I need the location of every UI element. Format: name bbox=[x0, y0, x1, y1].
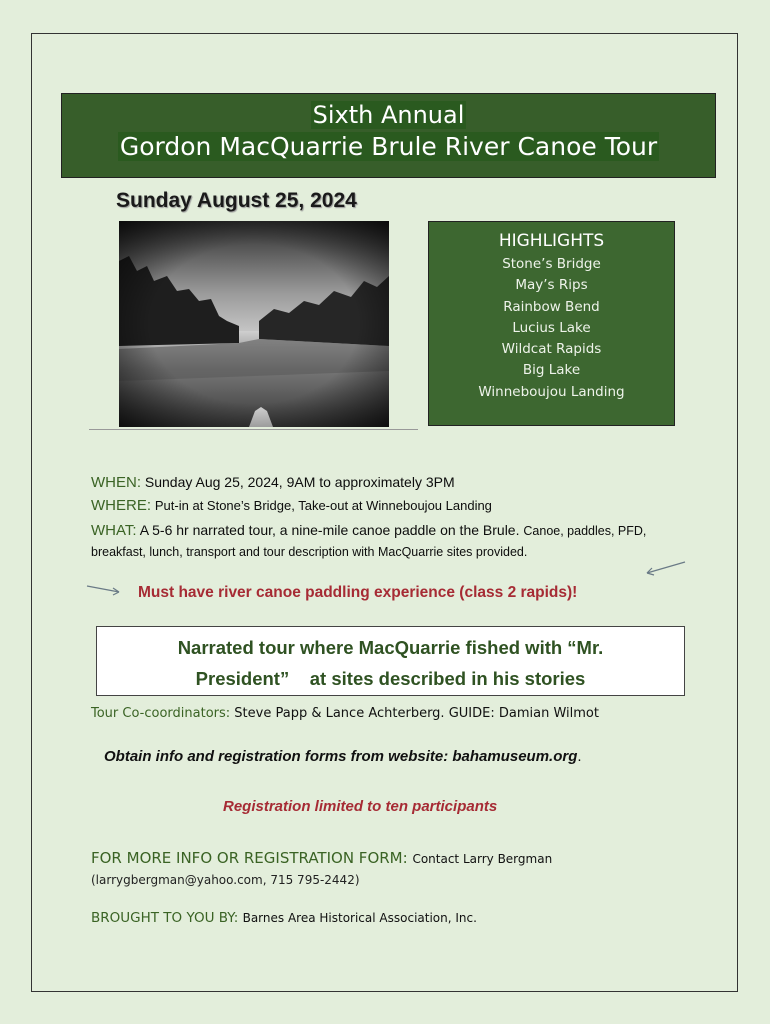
obtain-text: Obtain info and registration forms from website: bahamuseum.org bbox=[104, 748, 578, 765]
event-date: Sunday August 25, 2024 bbox=[116, 189, 357, 212]
coordinators-text: Steve Papp & Lance Achterberg. GUIDE: Damian Wilmot bbox=[234, 706, 599, 721]
what-label: WHAT: bbox=[91, 522, 137, 539]
highlight-item: Rainbow Bend bbox=[503, 298, 600, 315]
when-text: Sunday Aug 25, 2024, 9AM to approximately 3PM bbox=[144, 474, 455, 490]
narrated-line1: Narrated tour where MacQuarrie fished with “Mr. bbox=[177, 637, 604, 658]
where-line bbox=[91, 497, 492, 514]
contact-line bbox=[91, 849, 552, 867]
narrated-line2: President” at sites described in his stories bbox=[195, 668, 586, 689]
contact-text: Contact Larry Bergman bbox=[412, 852, 553, 866]
obtain-period: . bbox=[577, 748, 582, 765]
highlight-item: May’s Rips bbox=[515, 277, 588, 294]
banner-line2: Gordon MacQuarrie Brule River Canoe Tour bbox=[119, 132, 658, 161]
narrated-callout bbox=[96, 626, 685, 696]
obtain-info-line bbox=[104, 748, 582, 765]
arrow-left-icon bbox=[641, 560, 687, 578]
where-text: Put-in at Stone’s Bridge, Take-out at Winneboujou Landing bbox=[154, 498, 492, 513]
registration-limit: Registration limited to ten participants bbox=[223, 798, 498, 815]
coordinators-label: Tour Co-coordinators: bbox=[91, 706, 231, 721]
highlights-box bbox=[428, 221, 675, 426]
banner-line1: Sixth Annual bbox=[312, 101, 465, 129]
highlights-title: HIGHLIGHTS bbox=[498, 231, 605, 251]
what-provided: Canoe, paddles, PFD, breakfast, lunch, transport and tour description with MacQuarrie sites provided. bbox=[91, 524, 647, 559]
arrow-right-icon bbox=[85, 583, 125, 597]
brought-by-line bbox=[91, 910, 477, 926]
brought-label: BROUGHT TO YOU BY: bbox=[91, 910, 239, 926]
contact-email-phone: (larrygbergman@yahoo.com, 715 795-2442) bbox=[91, 873, 360, 887]
river-photo bbox=[119, 221, 389, 427]
highlight-item: Winneboujou Landing bbox=[478, 383, 625, 400]
contact-label: FOR MORE INFO OR REGISTRATION FORM: bbox=[91, 849, 408, 867]
when-line bbox=[91, 474, 455, 491]
requirement-notice: Must have river canoe paddling experience (class 2 rapids)! bbox=[138, 584, 578, 601]
title-banner bbox=[61, 93, 716, 178]
what-paragraph bbox=[91, 520, 671, 562]
when-label: WHEN: bbox=[91, 474, 141, 491]
where-label: WHERE: bbox=[91, 497, 151, 514]
what-text: A 5-6 hr narrated tour, a nine-mile canoe paddle on the Brule. bbox=[139, 522, 520, 538]
highlight-item: Stone’s Bridge bbox=[502, 256, 601, 272]
highlight-item: Big Lake bbox=[522, 362, 581, 379]
photo-underline bbox=[89, 429, 418, 430]
highlight-item: Wildcat Rapids bbox=[501, 341, 602, 358]
coordinators-line bbox=[91, 706, 599, 721]
brought-org: Barnes Area Historical Association, Inc. bbox=[242, 911, 477, 925]
highlight-item: Lucius Lake bbox=[512, 319, 591, 336]
